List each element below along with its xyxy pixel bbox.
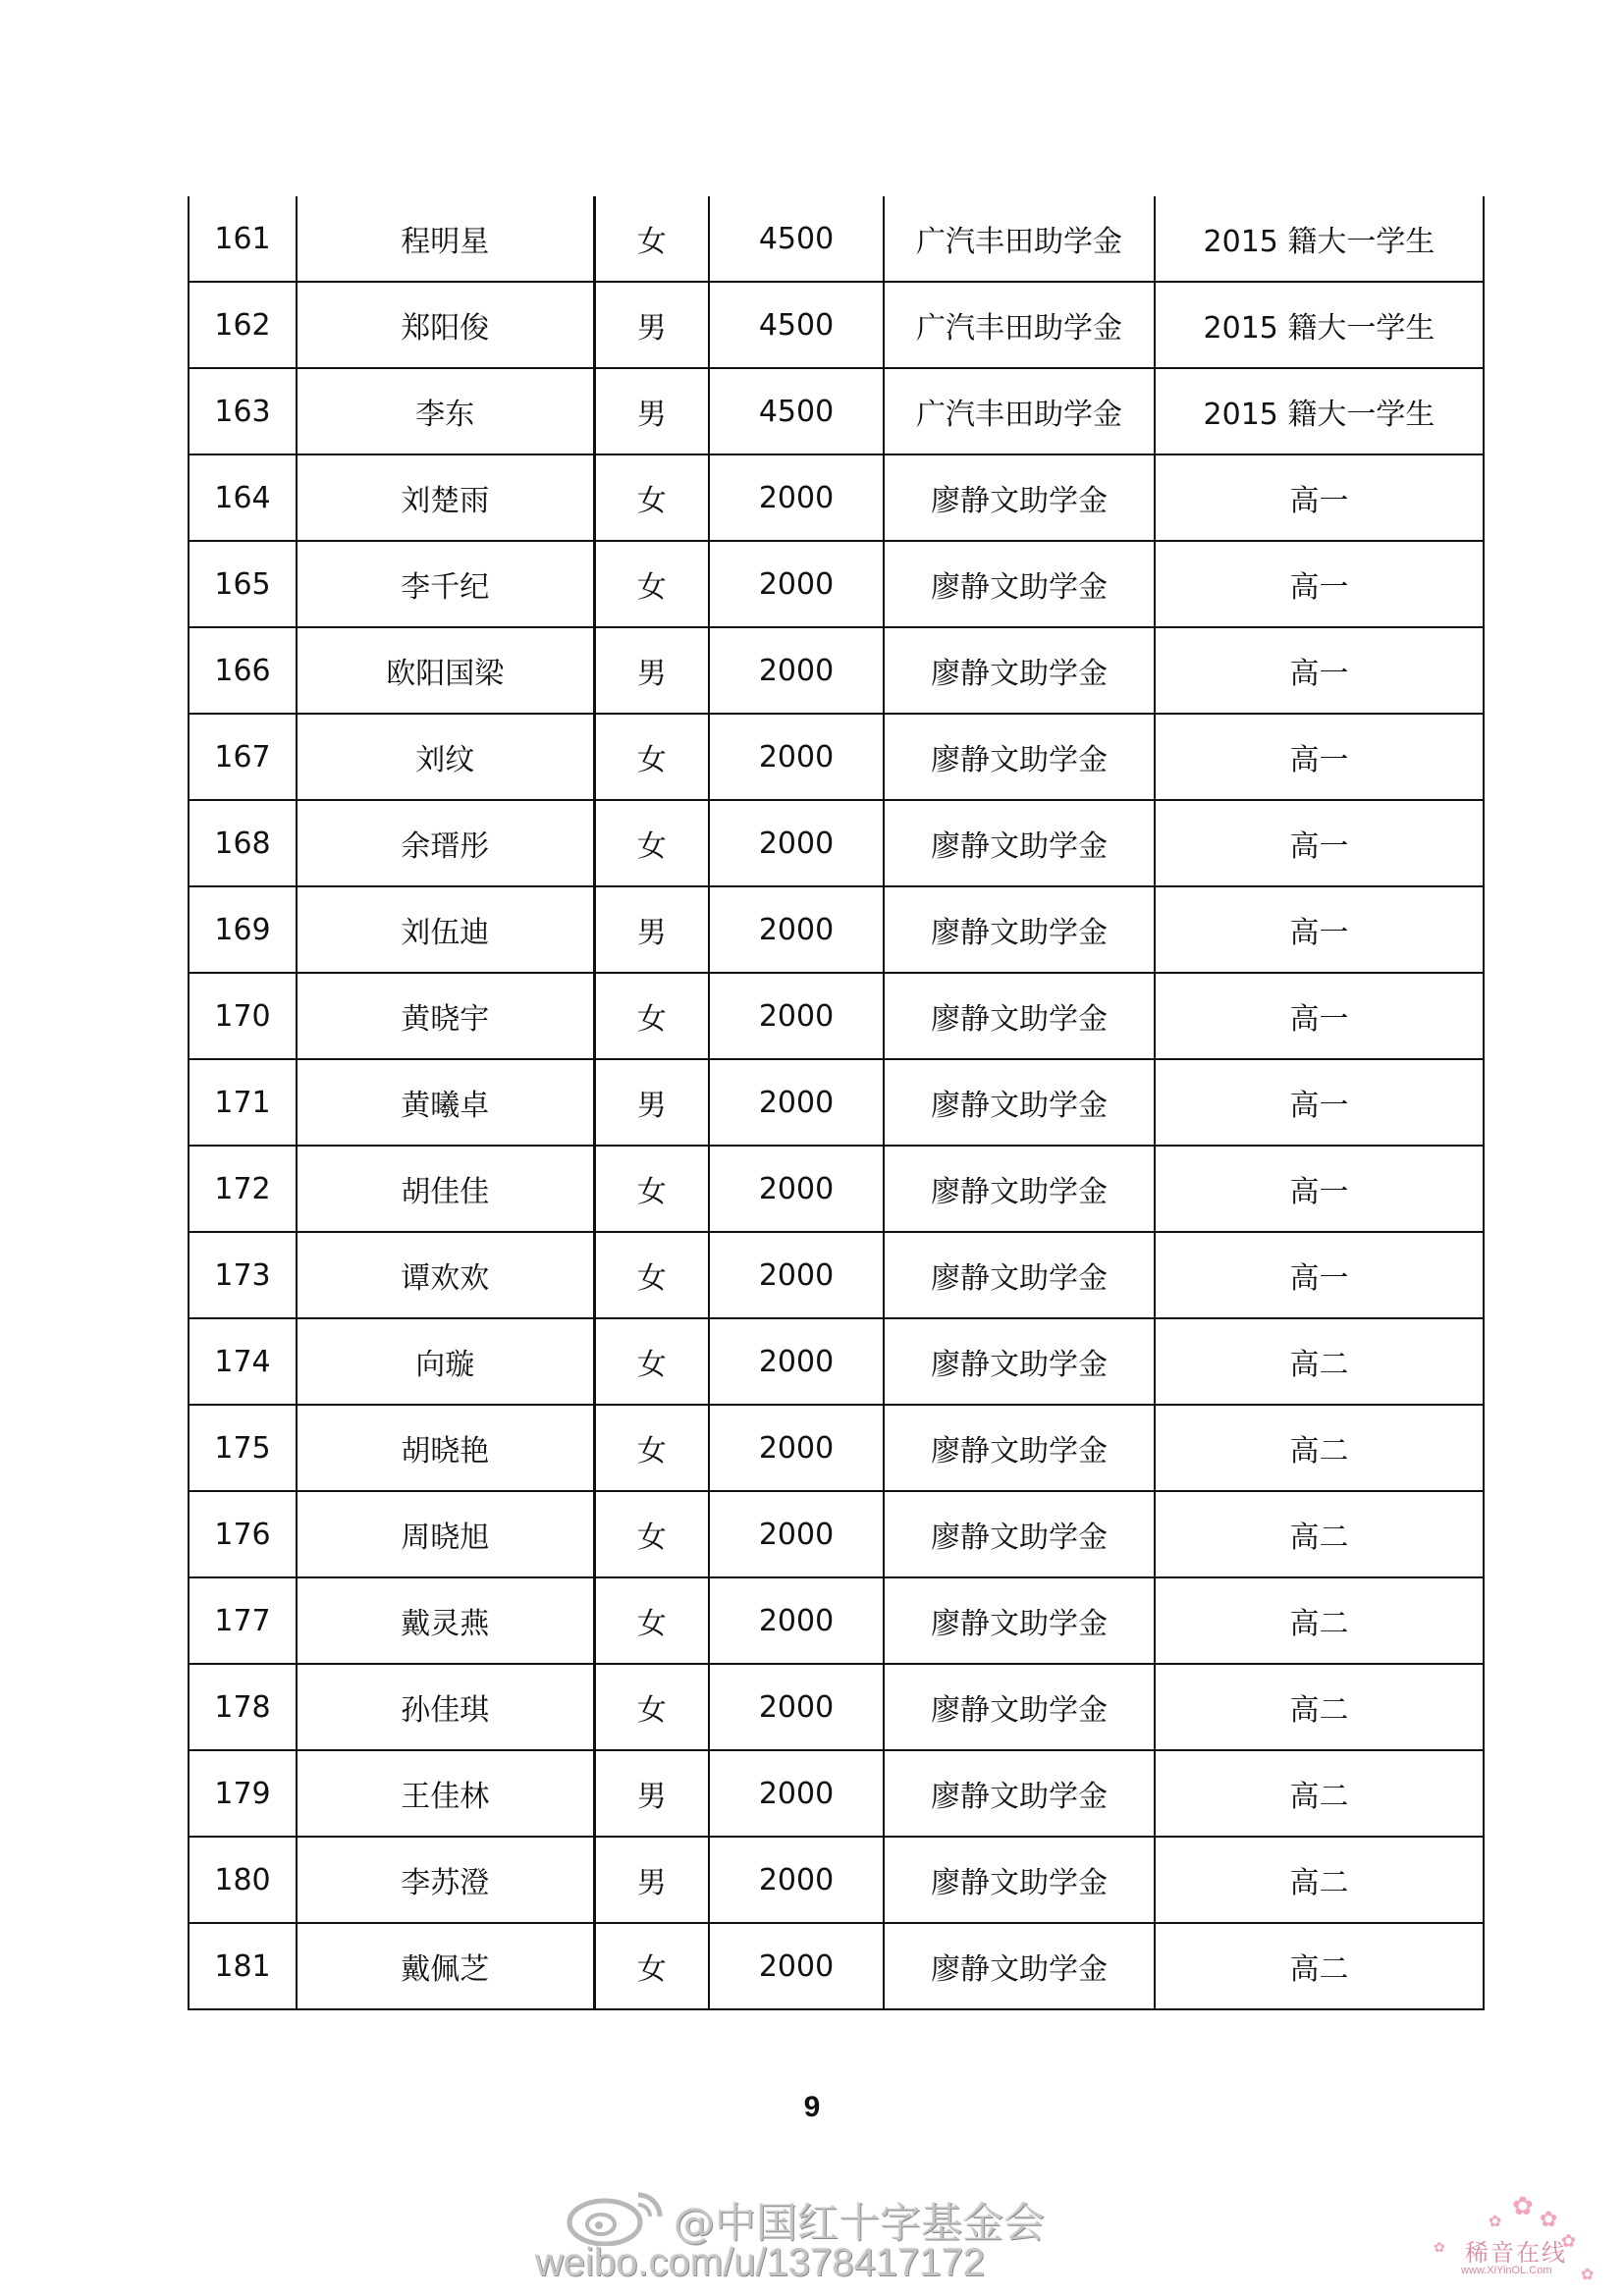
cell-grade: 2015 籍大一学生 xyxy=(1155,282,1484,368)
cell-gender: 男 xyxy=(594,1837,709,1923)
flower-icon: ✿ xyxy=(1561,2231,1577,2252)
cell-no: 164 xyxy=(189,454,297,541)
cell-amount: 2000 xyxy=(709,1059,884,1146)
cell-grade: 高二 xyxy=(1155,1750,1484,1837)
recipient-table xyxy=(188,196,1485,2010)
table-row xyxy=(189,973,1484,1059)
cell-fund: 廖静文助学金 xyxy=(884,1750,1155,1837)
cell-grade: 高一 xyxy=(1155,454,1484,541)
cell-fund: 廖静文助学金 xyxy=(884,800,1155,886)
cell-gender: 男 xyxy=(594,886,709,973)
cell-grade: 高一 xyxy=(1155,973,1484,1059)
cell-amount: 4500 xyxy=(709,368,884,454)
cell-amount: 2000 xyxy=(709,714,884,800)
cell-name: 王佳林 xyxy=(297,1750,594,1837)
cell-amount: 2000 xyxy=(709,627,884,714)
cell-grade: 高一 xyxy=(1155,800,1484,886)
cell-amount: 2000 xyxy=(709,1405,884,1491)
cell-grade: 高二 xyxy=(1155,1837,1484,1923)
cell-grade: 高二 xyxy=(1155,1577,1484,1664)
cell-fund: 廖静文助学金 xyxy=(884,1837,1155,1923)
cell-name: 黄曦卓 xyxy=(297,1059,594,1146)
flower-icon: ✿ xyxy=(1540,2208,1558,2232)
cell-grade: 高一 xyxy=(1155,1059,1484,1146)
table-row xyxy=(189,1059,1484,1146)
cell-no: 167 xyxy=(189,714,297,800)
cell-fund: 廖静文助学金 xyxy=(884,454,1155,541)
cell-gender: 女 xyxy=(594,1577,709,1664)
table-row xyxy=(189,627,1484,714)
cell-fund: 廖静文助学金 xyxy=(884,973,1155,1059)
cell-no: 177 xyxy=(189,1577,297,1664)
cell-amount: 2000 xyxy=(709,800,884,886)
table-row xyxy=(189,1923,1484,2009)
cell-gender: 男 xyxy=(594,282,709,368)
cell-name: 余瑨彤 xyxy=(297,800,594,886)
cell-fund: 廖静文助学金 xyxy=(884,1491,1155,1577)
cell-fund: 广汽丰田助学金 xyxy=(884,368,1155,454)
cell-name: 李千纪 xyxy=(297,541,594,627)
cell-no: 181 xyxy=(189,1923,297,2009)
table-row xyxy=(189,1577,1484,1664)
cell-amount: 2000 xyxy=(709,973,884,1059)
cell-grade: 高二 xyxy=(1155,1405,1484,1491)
table-row xyxy=(189,886,1484,973)
cell-no: 171 xyxy=(189,1059,297,1146)
cell-name: 胡佳佳 xyxy=(297,1146,594,1232)
cell-no: 175 xyxy=(189,1405,297,1491)
cell-gender: 女 xyxy=(594,714,709,800)
table-row xyxy=(189,454,1484,541)
cell-gender: 男 xyxy=(594,1059,709,1146)
flower-icon: ✿ xyxy=(1434,2240,1445,2256)
cell-no: 178 xyxy=(189,1664,297,1750)
cell-no: 176 xyxy=(189,1491,297,1577)
cell-grade: 2015 籍大一学生 xyxy=(1155,368,1484,454)
cell-name: 孙佳琪 xyxy=(297,1664,594,1750)
flower-icon: ✿ xyxy=(1512,2192,1534,2221)
cell-no: 170 xyxy=(189,973,297,1059)
cell-fund: 廖静文助学金 xyxy=(884,1923,1155,2009)
table-row xyxy=(189,282,1484,368)
cell-grade: 高二 xyxy=(1155,1491,1484,1577)
cell-gender: 女 xyxy=(594,541,709,627)
cell-fund: 廖静文助学金 xyxy=(884,1577,1155,1664)
cell-gender: 男 xyxy=(594,1750,709,1837)
table-row xyxy=(189,1491,1484,1577)
cell-amount: 2000 xyxy=(709,1491,884,1577)
cell-grade: 高一 xyxy=(1155,541,1484,627)
weibo-icon xyxy=(562,2185,670,2246)
page-number: 9 xyxy=(803,2091,821,2123)
cell-grade: 高一 xyxy=(1155,627,1484,714)
table-row xyxy=(189,1232,1484,1318)
cell-fund: 廖静文助学金 xyxy=(884,541,1155,627)
cell-amount: 2000 xyxy=(709,1232,884,1318)
cell-gender: 男 xyxy=(594,368,709,454)
cell-no: 172 xyxy=(189,1146,297,1232)
cell-gender: 女 xyxy=(594,196,709,282)
cell-fund: 廖静文助学金 xyxy=(884,1059,1155,1146)
cell-name: 戴灵燕 xyxy=(297,1577,594,1664)
cell-name: 谭欢欢 xyxy=(297,1232,594,1318)
cell-grade: 高一 xyxy=(1155,1232,1484,1318)
cell-name: 郑阳俊 xyxy=(297,282,594,368)
cell-no: 179 xyxy=(189,1750,297,1837)
cell-amount: 2000 xyxy=(709,1664,884,1750)
cell-no: 173 xyxy=(189,1232,297,1318)
cell-no: 163 xyxy=(189,368,297,454)
table-row xyxy=(189,1146,1484,1232)
cell-gender: 女 xyxy=(594,1923,709,2009)
cell-amount: 2000 xyxy=(709,541,884,627)
corner-logo xyxy=(1414,2194,1610,2292)
corner-logo-text: 稀音在线 xyxy=(1465,2239,1567,2267)
table-body xyxy=(189,196,1484,2009)
cell-amount: 4500 xyxy=(709,282,884,368)
cell-amount: 4500 xyxy=(709,196,884,282)
cell-fund: 廖静文助学金 xyxy=(884,1146,1155,1232)
table-row xyxy=(189,1837,1484,1923)
cell-fund: 廖静文助学金 xyxy=(884,1664,1155,1750)
cell-fund: 广汽丰田助学金 xyxy=(884,282,1155,368)
cell-name: 戴佩芝 xyxy=(297,1923,594,2009)
cell-name: 欧阳国梁 xyxy=(297,627,594,714)
cell-no: 165 xyxy=(189,541,297,627)
cell-grade: 高一 xyxy=(1155,714,1484,800)
cell-amount: 2000 xyxy=(709,1837,884,1923)
cell-no: 180 xyxy=(189,1837,297,1923)
table-row xyxy=(189,1405,1484,1491)
cell-fund: 广汽丰田助学金 xyxy=(884,196,1155,282)
weibo-url-text: weibo.com/u/1378417172 xyxy=(535,2241,986,2284)
cell-fund: 廖静文助学金 xyxy=(884,1232,1155,1318)
cell-amount: 2000 xyxy=(709,1318,884,1405)
cell-name: 向璇 xyxy=(297,1318,594,1405)
cell-name: 周晓旭 xyxy=(297,1491,594,1577)
cell-grade: 高二 xyxy=(1155,1318,1484,1405)
cell-name: 李苏澄 xyxy=(297,1837,594,1923)
cell-fund: 廖静文助学金 xyxy=(884,886,1155,973)
cell-fund: 廖静文助学金 xyxy=(884,1318,1155,1405)
cell-name: 刘伍迪 xyxy=(297,886,594,973)
cell-name: 胡晓艳 xyxy=(297,1405,594,1491)
cell-no: 161 xyxy=(189,196,297,282)
flower-icon: ✿ xyxy=(1581,2265,1595,2283)
cell-fund: 廖静文助学金 xyxy=(884,1405,1155,1491)
cell-grade: 2015 籍大一学生 xyxy=(1155,196,1484,282)
cell-no: 168 xyxy=(189,800,297,886)
cell-name: 程明星 xyxy=(297,196,594,282)
table-row xyxy=(189,1318,1484,1405)
cell-name: 刘纹 xyxy=(297,714,594,800)
cell-no: 162 xyxy=(189,282,297,368)
cell-gender: 女 xyxy=(594,454,709,541)
table-row xyxy=(189,1664,1484,1750)
table-row xyxy=(189,1750,1484,1837)
cell-amount: 2000 xyxy=(709,1750,884,1837)
cell-no: 174 xyxy=(189,1318,297,1405)
cell-grade: 高二 xyxy=(1155,1923,1484,2009)
cell-gender: 女 xyxy=(594,973,709,1059)
weibo-account-text: @中国红十字基金会 xyxy=(674,2199,1046,2247)
cell-gender: 女 xyxy=(594,1491,709,1577)
table-row xyxy=(189,541,1484,627)
cell-grade: 高一 xyxy=(1155,1146,1484,1232)
cell-grade: 高二 xyxy=(1155,1664,1484,1750)
cell-gender: 女 xyxy=(594,1664,709,1750)
table-row xyxy=(189,368,1484,454)
cell-fund: 廖静文助学金 xyxy=(884,627,1155,714)
cell-name: 刘楚雨 xyxy=(297,454,594,541)
cell-gender: 女 xyxy=(594,1405,709,1491)
cell-gender: 男 xyxy=(594,627,709,714)
table-row xyxy=(189,714,1484,800)
table-row xyxy=(189,196,1484,282)
cell-name: 黄晓宇 xyxy=(297,973,594,1059)
cell-amount: 2000 xyxy=(709,1923,884,2009)
cell-amount: 2000 xyxy=(709,1146,884,1232)
cell-no: 166 xyxy=(189,627,297,714)
cell-gender: 女 xyxy=(594,1146,709,1232)
flower-icon: ✿ xyxy=(1489,2212,1502,2230)
cell-gender: 女 xyxy=(594,800,709,886)
cell-no: 169 xyxy=(189,886,297,973)
cell-name: 李东 xyxy=(297,368,594,454)
cell-gender: 女 xyxy=(594,1318,709,1405)
table-row xyxy=(189,800,1484,886)
corner-logo-url: www.XiYinOL.Com xyxy=(1461,2265,1552,2276)
cell-gender: 女 xyxy=(594,1232,709,1318)
cell-amount: 2000 xyxy=(709,454,884,541)
cell-amount: 2000 xyxy=(709,886,884,973)
cell-amount: 2000 xyxy=(709,1577,884,1664)
cell-grade: 高一 xyxy=(1155,886,1484,973)
cell-fund: 廖静文助学金 xyxy=(884,714,1155,800)
